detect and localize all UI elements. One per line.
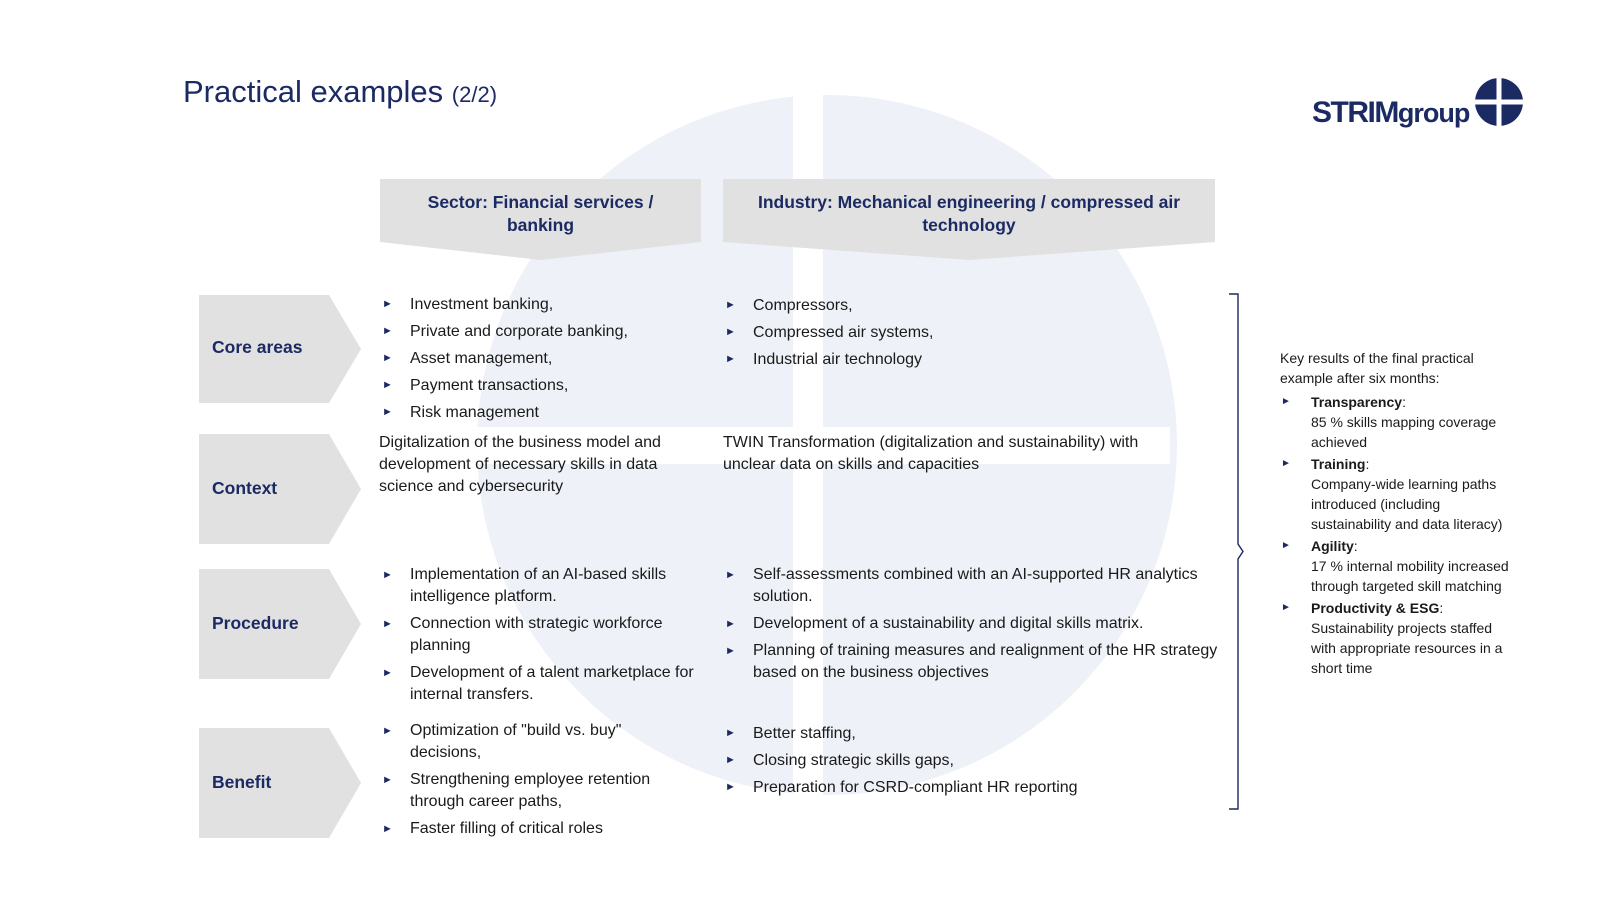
result-item: ► Transparency: 85 % skills mapping coverage achieved [1281, 394, 1497, 450]
bullet-arrow-icon: ► [725, 645, 736, 657]
logo-brand: STRIM [1312, 96, 1398, 129]
bullet-arrow-icon: ► [725, 326, 736, 338]
bullet-arrow-icon: ► [1281, 602, 1291, 613]
row-label-procedure: Procedure [199, 569, 361, 679]
bullet-arrow-icon: ► [725, 299, 736, 311]
bullet-arrow-icon: ► [382, 618, 393, 630]
column-header-financial-label: Sector: Financial services / banking [427, 192, 654, 235]
bullet-arrow-icon: ► [382, 298, 393, 310]
bullet-arrow-icon: ► [725, 618, 736, 630]
row-label-context: Context [199, 434, 361, 544]
bullet-arrow-icon: ► [382, 379, 393, 391]
logo-cross-icon [1475, 78, 1523, 126]
bullet-arrow-icon: ► [382, 725, 393, 737]
key-results-intro: Key results of the final practical example after six months: [1280, 350, 1474, 386]
bullet-arrow-icon: ► [382, 667, 393, 679]
procedure-financial [380, 564, 700, 706]
bullet-arrow-icon: ► [725, 727, 736, 739]
list-item: ► Risk management [380, 399, 710, 426]
column-header-engineering [723, 179, 1215, 261]
list-item: ► Industrial air technology [723, 346, 1203, 373]
row-label-benefit: Benefit [199, 728, 361, 838]
list-item: ► Preparation for CSRD-compliant HR reporting [723, 774, 1203, 801]
bullet-arrow-icon: ► [1281, 458, 1291, 469]
row-label-core-areas: Core areas [199, 295, 361, 403]
benefit-engineering [723, 720, 1203, 801]
bullet-arrow-icon: ► [382, 569, 393, 581]
list-item: ► Asset management, [380, 345, 710, 372]
list-item: ► Investment banking, [380, 291, 710, 318]
list-item: ► Payment transactions, [380, 372, 710, 399]
logo-group: group [1397, 98, 1470, 128]
list-item: ► Development of a talent marketplace for internal transfers. [382, 664, 694, 703]
bullet-arrow-icon: ► [382, 352, 393, 364]
bullet-arrow-icon: ► [382, 406, 393, 418]
list-item: ► Faster filling of critical roles [380, 818, 690, 840]
bullet-arrow-icon: ► [725, 754, 736, 766]
bullet-arrow-icon: ► [725, 353, 736, 365]
list-item: ► Closing strategic skills gaps, [723, 747, 1203, 774]
key-results [1280, 348, 1520, 680]
result-item: ► Agility: 17 % internal mobility increased through targeted skill matching [1281, 538, 1509, 594]
bullet-arrow-icon: ► [1281, 396, 1291, 407]
company-logo [1312, 78, 1522, 136]
bullet-arrow-icon: ► [382, 823, 393, 835]
column-header-engineering-label: Industry: Mechanical engineering / compressed air technology [757, 192, 1181, 235]
core-areas-financial [380, 291, 710, 426]
result-item: ► Productivity & ESG: Sustainability projects staffed with appropriate resources in a short time [1281, 600, 1503, 676]
list-item: ► Self-assessments combined with an AI-supported HR analytics solution. [725, 566, 1198, 605]
list-item: ► Better staffing, [723, 720, 1203, 747]
bullet-arrow-icon: ► [725, 781, 736, 793]
list-item: ► Strengthening employee retention through career paths, [382, 771, 651, 810]
bullet-arrow-icon: ► [382, 325, 393, 337]
page-title: Practical examples (2/2) [183, 74, 498, 109]
summary-bracket [1228, 293, 1244, 810]
list-item: ► Planning of training measures and realignment of the HR strategy based on the business objectives [725, 642, 1218, 681]
list-item: ► Private and corporate banking, [380, 318, 710, 345]
list-item: ► Development of a sustainability and digital skills matrix. [723, 613, 1223, 635]
bullet-arrow-icon: ► [1281, 540, 1291, 551]
list-item: ► Compressed air systems, [723, 319, 1203, 346]
context-engineering: TWIN Transformation (digitalization and sustainability) with unclear data on skills and capacities [723, 434, 1139, 473]
bullet-arrow-icon: ► [725, 569, 736, 581]
list-item: ► Compressors, [723, 292, 1203, 319]
procedure-engineering [723, 564, 1223, 684]
list-item: ► Implementation of an AI-based skills intelligence platform. [382, 566, 667, 605]
context-financial: Digitalization of the business model and development of necessary skills in data science and cybersecurity [379, 434, 661, 495]
bullet-arrow-icon: ► [382, 774, 393, 786]
result-item: ► Training: Company-wide learning paths introduced (including sustainability and data literacy) [1281, 456, 1503, 532]
list-item: ► Optimization of "build vs. buy" decisions, [382, 722, 622, 761]
list-item: ► Connection with strategic workforce planning [382, 615, 663, 654]
benefit-financial [380, 720, 690, 840]
column-header-financial [380, 179, 701, 261]
core-areas-engineering [723, 292, 1203, 373]
